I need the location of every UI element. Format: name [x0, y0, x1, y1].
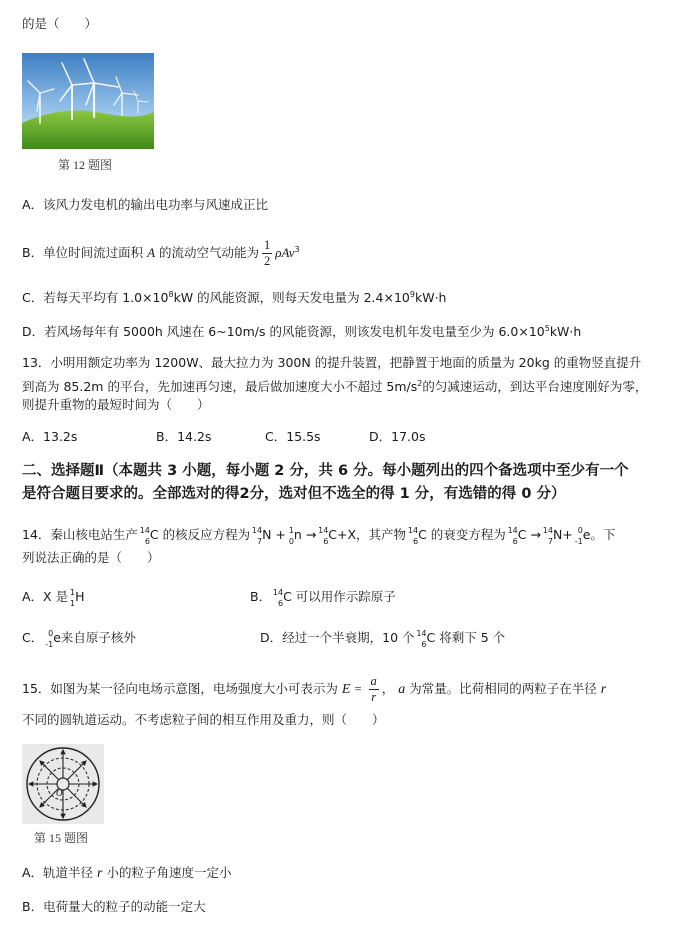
- q13-option-a: A．13.2s: [22, 429, 78, 444]
- radial-field-diagram: [22, 744, 104, 824]
- figure-15-caption: 第 15 题图: [34, 831, 89, 845]
- q13-line-1: 13．小明用额定功率为 1200W、最大拉力为 300N 的提升装置，把静置于地面的质量为 20kg 的重物竖直提升: [22, 355, 642, 370]
- q12-option-c: C．若每天平均有 $1.0\times 10^8kW$ 的风能资源，则每天发电量为 $2.4\times 10^9kW\cdot h$: [22, 290, 447, 306]
- section-2-heading-line-2: 是符合题目要求的。全部选对的得2分，选对但不选全的得 1 分，有选错的得 0 分）: [22, 486, 566, 502]
- figure-12-caption: 第 12 题图: [58, 158, 113, 172]
- q13-line-2: 到高为 85.2m 的平台，先加速再匀速，最后做加速度大小不超过 $5m/s^2$的匀减速运动，到达平台速度刚好为零，: [22, 379, 648, 395]
- q13-option-c: C．15.5s: [265, 429, 321, 444]
- q13-line-3: 则提升重物的最短时间为（ ）: [22, 397, 210, 412]
- section-2-heading-line-1: 二、选择题Ⅱ（本题共 3 小题，每小题 2 分，共 6 分。每小题列出的四个备选项中至少有一个: [22, 463, 629, 479]
- q15-option-b: B．电荷量大的粒子的动能一定大: [22, 899, 206, 914]
- q14-option-a: A．X 是 1 1 H: [22, 587, 85, 608]
- q14-line-1: 14．秦山核电站生产 14 6 C 的核反应方程为 14 7 N + 1 0 n → 14 6 C+X，其产物 14 6 C 的衰变方程为 14 6 C → 14 7 N+ 0 -1 e。下: [22, 525, 616, 546]
- q14-line-2: 列说法正确的是（ ）: [22, 550, 160, 565]
- q13-option-b: B．14.2s: [156, 429, 212, 444]
- q12-tail: 的是（ ）: [22, 16, 98, 31]
- q14-option-d: D．经过一个半衰期，10 个 14 6 C 将剩下 5 个: [260, 628, 506, 649]
- q15-line-2: 不同的圆轨道运动。不考虑粒子间的相互作用及重力，则（ ）: [22, 712, 385, 727]
- q13-option-d: D．17.0s: [369, 429, 426, 444]
- q14-option-b: B． 14 6 C 可以用作示踪原子: [250, 587, 396, 608]
- wind-turbine-image: [22, 53, 154, 149]
- q12-option-a: A．该风力发电机的输出电功率与风速成正比: [22, 197, 269, 212]
- q15-option-a: A．轨道半径 r 小的粒子角速度一定小: [22, 865, 232, 881]
- field-center-label: O: [56, 788, 63, 798]
- wind-turbine-figure: [22, 53, 154, 149]
- q14-option-c: C． 0 -1 e来自原子核外: [22, 628, 136, 649]
- q15-line-1: 15．如图为某一径向电场示意图，电场强度大小可表示为 E = $\frac{a}{r}$ ， a 为常量。比荷相同的两粒子在半径 r: [22, 674, 607, 704]
- q12-option-b: B．单位时间流过面积 A 的流动空气动能为 $\frac{1}{2}$ ρAv$^3$: [22, 238, 300, 269]
- q12-option-d: D．若风场每年有 5000h 风速在 6~10m/s 的风能资源，则该发电机年发电量至少为 $6.0\times 10^5kW\cdot h$: [22, 324, 582, 340]
- radial-field-figure: [22, 744, 104, 824]
